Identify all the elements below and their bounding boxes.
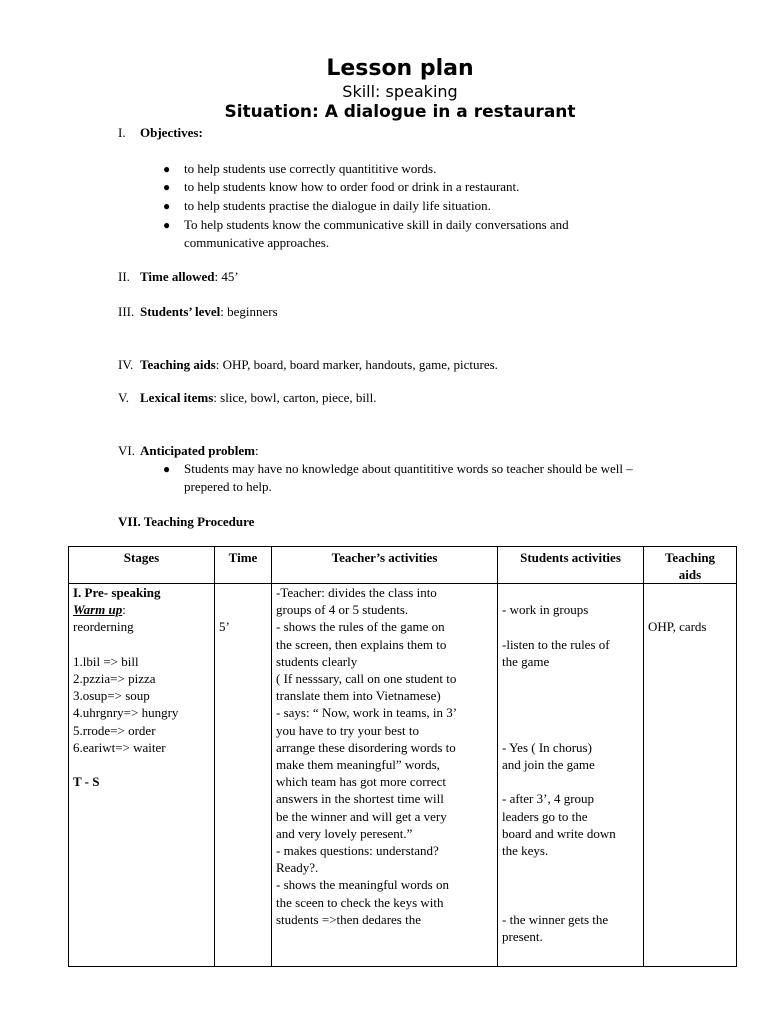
stages-cell: I. Pre- speaking Warm up: reorderning 1.lbil => bill 2.pzzia=> pizza 3.osup=> soup 4.uhrgnry=> hungry 5.rrode=> order 6.eariwt=> waiter T - S xyxy=(69,584,215,967)
list-item-continuation: communicative approaches. xyxy=(184,235,330,250)
skill-subtitle: Skill: speaking xyxy=(342,82,458,101)
bullet-icon: ● xyxy=(163,462,171,476)
procedure-table xyxy=(68,546,737,967)
teaching-aids-label: Teaching aids xyxy=(140,357,216,372)
bullet-icon: ● xyxy=(163,199,171,213)
column-header-time: Time xyxy=(215,547,272,584)
students-level-label: Students’ level xyxy=(140,304,221,319)
time-allowed-value: : 45’ xyxy=(214,269,239,284)
lexical-items-label: Lexical items xyxy=(140,390,214,405)
list-item-continuation: prepered to help. xyxy=(184,479,272,494)
warm-up-label: Warm up xyxy=(73,602,123,618)
list-item: ● to help students practise the dialogue in daily life situation. xyxy=(163,198,491,213)
column-header-aids: Teaching aids xyxy=(644,547,737,584)
situation-subtitle: Situation: A dialogue in a restaurant xyxy=(224,102,576,122)
list-item: ● Students may have no knowledge about quantititive words so teacher should be well – xyxy=(163,461,633,476)
document-page: Lesson plan Skill: speaking Situation: A dialogue in a restaurant I. Objectives: ● to help students use correctly quantititive words. ● to help students know how to order food or drink in a restaurant. ● to help students practise the dialogue in daily life situation. ● To help students know the communicative skill in daily conversations and communicative approaches. II. Time allowed: 45’ III. Students’ level: beginners IV. Teaching aids: OHP, board, board marker, handouts, game, pictures. V. Lexical items: slice, bowl, carton, piece, bill. VI. Anticipated problem: ● Students may have no knowledge about quantititive words so teacher should be well – prepered to help. VII. Teaching Procedure Stages Time Teacher’s activities Students activities Teaching aids I. Pre- speaking Warm up: reorderning 1.lbil => bill 2.pzzia=> pizza 3.osup=> soup 4.uhrgnry=> hungry 5.rrode=> order 6.eariwt=> waiter T - S 5’ -Teacher: divides the class into groups of 4 or 5 students. - shows the rules of the game on the screen, then explains them to students clearly ( If nesssary, call on one student to translate them into Vietnamese) - says: “ Now, work in teams, in 3’ you have to try your best to arrange these disordering words to make them meaningful” words, which team has got more correct answers in the shortest time will be the winner and will get a very and very lovely peresent.” - makes questions: understand? Ready?. - shows the meaningful words on the sceen to check the keys with students =>then dedares the - work in groups -listen to the rules of the game - Yes ( In chorus) and join the game - after 3’, 4 group leaders go to the board and write down the keys. - the winner gets the present. OHP, cards xyxy=(0,0,768,1024)
page-title: Lesson plan xyxy=(326,56,474,81)
bullet-icon: ● xyxy=(163,218,171,232)
table-row xyxy=(69,584,737,967)
procedure-heading: VII. Teaching Procedure xyxy=(118,514,255,529)
column-header-students: Students activities xyxy=(498,547,644,584)
column-header-teacher: Teacher’s activities xyxy=(272,547,498,584)
teaching-aids-cell: OHP, cards xyxy=(644,584,737,967)
table-header-row xyxy=(69,547,737,584)
teacher-activities-cell: -Teacher: divides the class into groups of 4 or 5 students. - shows the rules of the game on the screen, then explains them to students clearly ( If nesssary, call on one student to translate them into Vietnamese) - says: “ Now, work in teams, in 3’ you have to try your best to arrange these disordering words to make them meaningful” words, which team has got more correct answers in the shortest time will be the winner and will get a very and very lovely peresent.” - makes questions: understand? Ready?. - shows the meaningful words on the sceen to check the keys with students =>then dedares the xyxy=(272,584,498,967)
anticipated-problem-label: Anticipated problem xyxy=(140,443,255,458)
time-cell: 5’ xyxy=(215,584,272,967)
lexical-items-value: : slice, bowl, carton, piece, bill. xyxy=(213,390,377,405)
objectives-heading: Objectives: xyxy=(140,125,203,140)
list-item: ● to help students know how to order food or drink in a restaurant. xyxy=(163,179,520,194)
time-allowed-label: Time allowed xyxy=(140,269,215,284)
students-activities-cell: - work in groups -listen to the rules of the game - Yes ( In chorus) and join the game - after 3’, 4 group leaders go to the board and write down the keys. - the winner gets the present. xyxy=(498,584,644,967)
list-item: ● To help students know the communicative skill in daily conversations and xyxy=(163,217,569,232)
teaching-aids-value: : OHP, board, board marker, handouts, game, pictures. xyxy=(215,357,498,372)
list-item: ● to help students use correctly quantititive words. xyxy=(163,161,437,176)
bullet-icon: ● xyxy=(163,180,171,194)
bullet-icon: ● xyxy=(163,162,171,176)
students-level-value: : beginners xyxy=(220,304,278,319)
section-number: I. xyxy=(118,125,126,140)
column-header-stages: Stages xyxy=(69,547,215,584)
